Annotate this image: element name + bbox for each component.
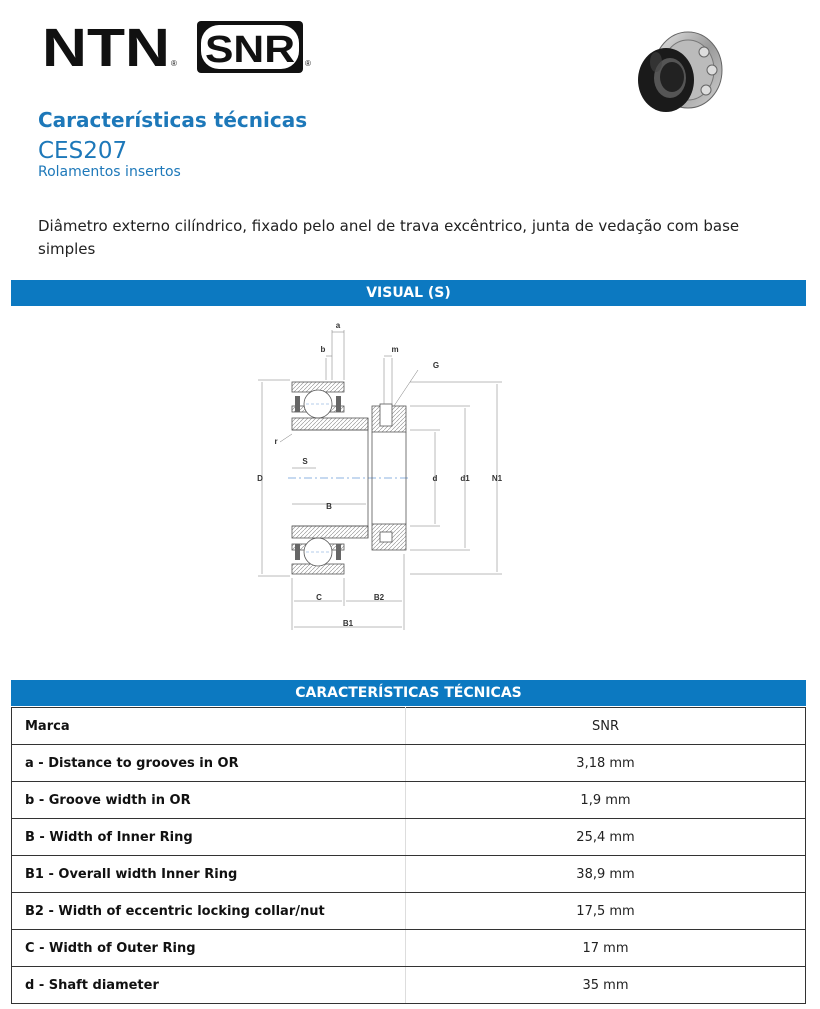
label-B1: B1 bbox=[342, 619, 354, 628]
registered-mark: ® bbox=[171, 59, 177, 68]
spec-label: B - Width of Inner Ring bbox=[12, 819, 406, 856]
spec-row bbox=[12, 967, 806, 1004]
spec-value: 3,18 mm bbox=[406, 745, 806, 782]
spec-row bbox=[12, 782, 806, 819]
label-D: D bbox=[257, 474, 263, 483]
spec-row bbox=[12, 856, 806, 893]
label-S: S bbox=[302, 457, 308, 466]
bearing-product-image bbox=[626, 22, 726, 122]
spec-value: 1,9 mm bbox=[406, 782, 806, 819]
spec-value: 35 mm bbox=[406, 967, 806, 1004]
spec-row bbox=[12, 930, 806, 967]
product-description: Diâmetro externo cilíndrico, fixado pelo anel de trava excêntrico, junta de vedação com base simples bbox=[38, 217, 740, 258]
spec-label: C - Width of Outer Ring bbox=[12, 930, 406, 967]
spec-value: SNR bbox=[406, 708, 806, 745]
snr-logo-text: SNR bbox=[205, 29, 295, 71]
specs-section-header: CARACTERÍSTICAS TÉCNICAS bbox=[11, 680, 806, 706]
product-code: CES207 bbox=[38, 138, 128, 164]
spec-value: 25,4 mm bbox=[406, 819, 806, 856]
label-r: r bbox=[274, 437, 278, 446]
label-a: a bbox=[335, 321, 341, 330]
label-B2: B2 bbox=[373, 593, 385, 602]
label-C: C bbox=[316, 593, 322, 602]
spec-label: d - Shaft diameter bbox=[12, 967, 406, 1004]
specs-table bbox=[11, 707, 806, 1004]
label-G: G bbox=[432, 361, 440, 370]
visual-section-header: VISUAL (S) bbox=[11, 280, 806, 306]
spec-label: Marca bbox=[12, 708, 406, 745]
spec-label: b - Groove width in OR bbox=[12, 782, 406, 819]
label-b: b bbox=[320, 345, 326, 354]
spec-value: 17 mm bbox=[406, 930, 806, 967]
spec-row bbox=[12, 893, 806, 930]
ntn-logo-text: NTN bbox=[42, 22, 170, 72]
label-m: m bbox=[391, 345, 399, 354]
spec-value: 17,5 mm bbox=[406, 893, 806, 930]
ntn-logo bbox=[42, 22, 180, 72]
registered-mark: ® bbox=[305, 59, 311, 68]
label-B: B bbox=[326, 502, 332, 511]
page-title: Características técnicas bbox=[38, 108, 308, 132]
label-N1: N1 bbox=[491, 474, 503, 483]
label-d1: d1 bbox=[460, 474, 470, 483]
spec-row bbox=[12, 819, 806, 856]
product-category: Rolamentos insertos bbox=[38, 164, 181, 180]
spec-value: 38,9 mm bbox=[406, 856, 806, 893]
bearing-technical-drawing bbox=[240, 318, 520, 636]
spec-label: a - Distance to grooves in OR bbox=[12, 745, 406, 782]
spec-label: B2 - Width of eccentric locking collar/nut bbox=[12, 893, 406, 930]
label-d: d bbox=[432, 474, 438, 483]
spec-label: B1 - Overall width Inner Ring bbox=[12, 856, 406, 893]
spec-row bbox=[12, 708, 806, 745]
spec-row bbox=[12, 745, 806, 782]
snr-logo bbox=[196, 20, 314, 74]
